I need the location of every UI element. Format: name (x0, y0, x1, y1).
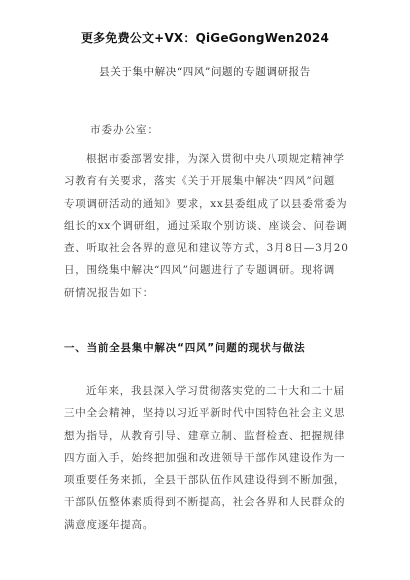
paragraph-line: 查、听取社会各界的意见和建议等方式，3月8日—3月20 (64, 242, 349, 255)
paragraph-line: 满意度逐年提高。 (64, 518, 154, 531)
paragraph-status (64, 380, 354, 536)
section-heading: 一、当前全县集中解决“四风”问题的现状与做法 (64, 342, 306, 354)
paragraph-line: 三中全会精神，坚持以习近平新时代中国特色社会主义思 (64, 407, 346, 420)
paragraph-intro (64, 148, 354, 304)
paragraph-line: 习教育有关要求，落实《关于开展集中解决“四风”问题 (64, 175, 335, 188)
paragraph-line: 近年来，我县深入学习贯彻落实党的二十大和二十届 (86, 385, 345, 397)
paragraph-line: 根据市委部署安排，为深入贯彻中央八项规定精神学 (86, 153, 345, 165)
salutation: 市委办公室： (90, 124, 159, 136)
paragraph-line: 想为指导，从教育引导、建章立制、监督检查、把握规律 (64, 429, 346, 442)
document-title: 县关于集中解决“四风”问题的专题调研报告 (99, 66, 311, 78)
paragraph-line: 四方面入手，始终把加强和改进领导干部作风建设作为一 (64, 451, 346, 464)
watermark-banner: 更多免费公文+VX：QiGeGongWen2024 (80, 31, 329, 45)
paragraph-line: 研情况报告如下： (64, 286, 154, 299)
paragraph-line: 日，围绕集中解决“四风”问题进行了专题调研。现将调 (64, 264, 335, 277)
paragraph-line: 专项调研活动的通知》要求，xx县委组成了以县委常委为 (64, 197, 348, 210)
paragraph-line: 项重要任务来抓，全县干部队伍作风建设得到不断加强， (64, 474, 346, 487)
paragraph-line: 干部队伍整体素质得到不断提高，社会各界和人民群众的 (64, 496, 346, 509)
paragraph-line: 组长的xx个调研组，通过采取个别访谈、座谈会、问卷调 (64, 219, 348, 232)
